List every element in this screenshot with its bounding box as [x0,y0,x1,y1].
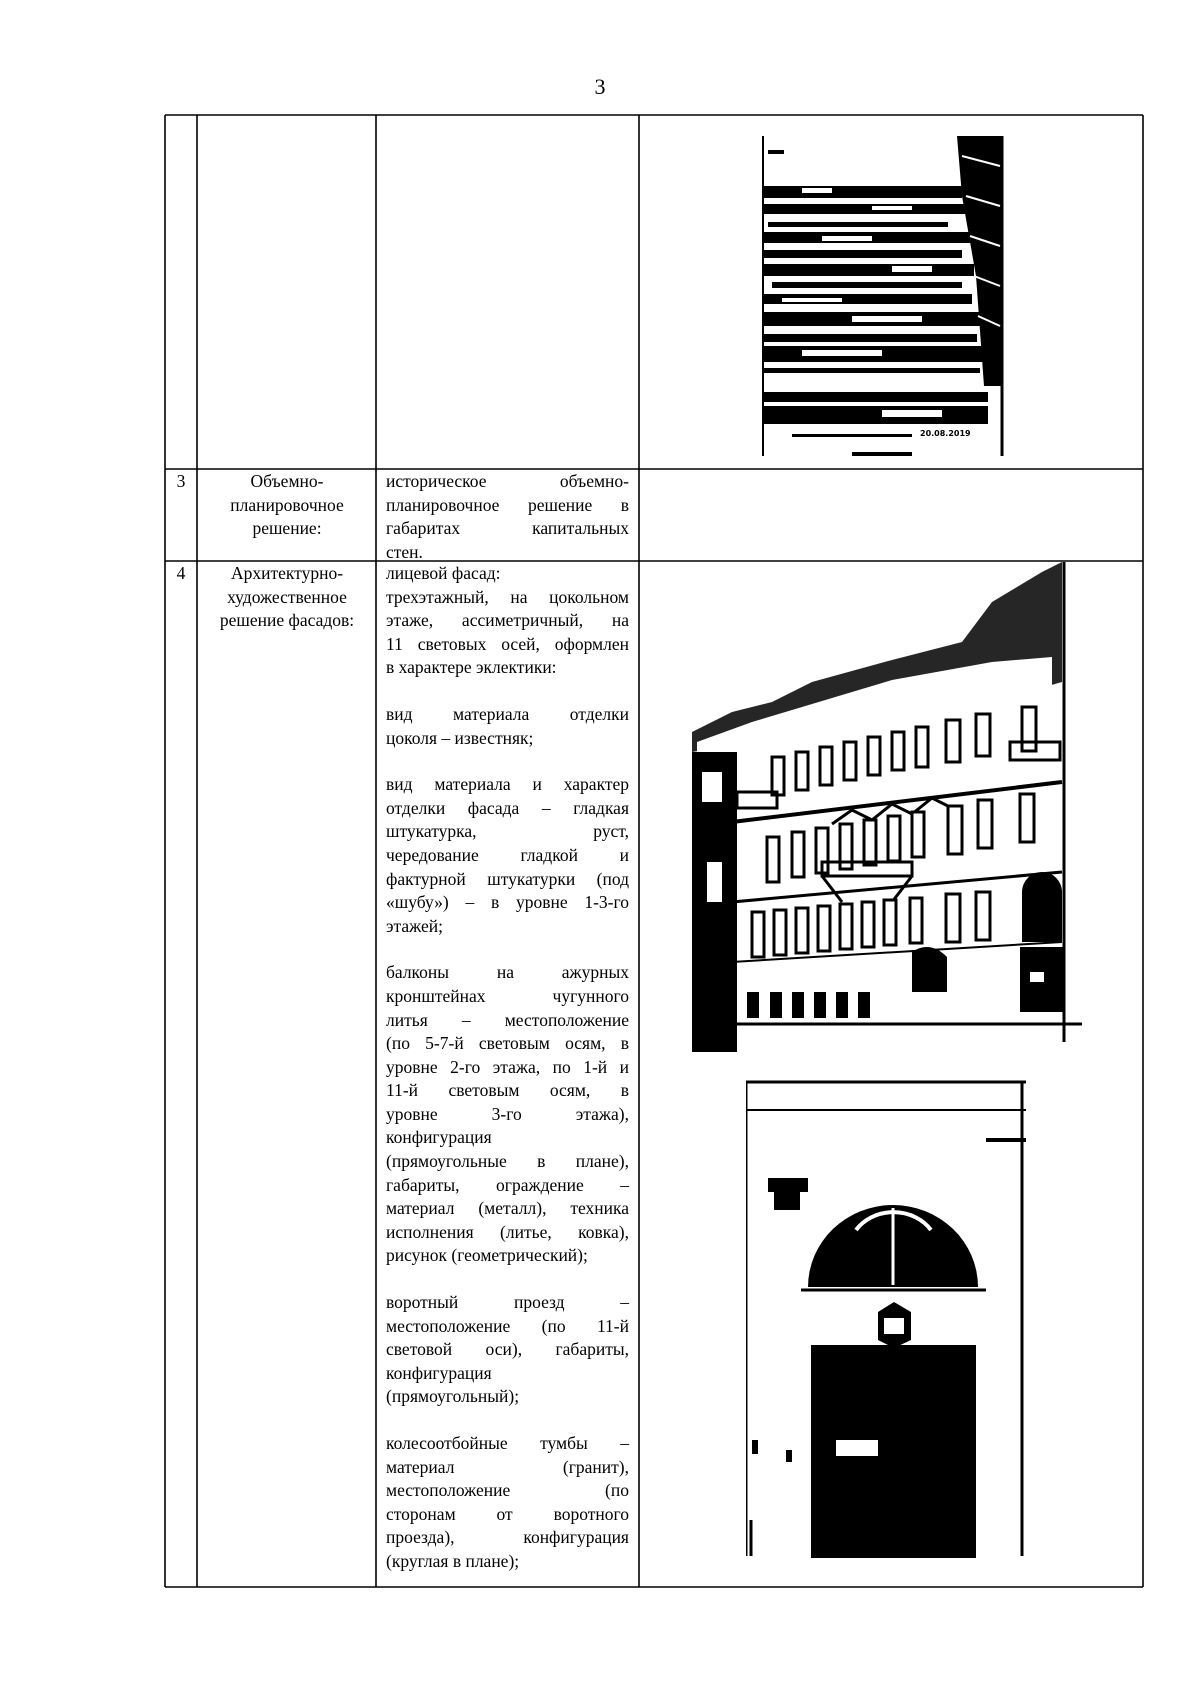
desc-line: (прямоугольные в плане), [386,1151,629,1172]
desc-line: исполнения (литье, ковка), [386,1221,629,1242]
desc-line: в характере эклектики: [386,657,557,678]
facade-description [386,562,629,1574]
desc-line: вид материала и характер [386,774,629,795]
desc-line: стен. [386,541,423,562]
desc-line: габаритах капитальных [386,518,629,539]
gate-arch-photo [746,1080,1026,1558]
desc-line: «шубу») – в уровне 1-3-го [386,892,629,913]
desc-line: этажей; [386,915,443,936]
desc-line: воротный проезд – [386,1292,629,1313]
desc-line: вид материала отделки [386,703,629,724]
desc-line: 11 световых осей, оформлен [386,633,629,654]
desc-line: материал (гранит), [386,1456,629,1477]
building-facade-photo [692,562,1082,1052]
svg-text:20.08.2019: 20.08.2019 [920,429,971,438]
desc-line: фактурной штукатурки (под [386,868,629,889]
desc-line: сторонам от воротного [386,1503,629,1524]
paragraph-plinth [386,703,629,750]
paragraph-gateway [386,1291,629,1409]
row-name [198,470,376,541]
desc-line: отделки фасада – гладкая [386,797,629,818]
desc-line: уровне 2-го этажа, по 1-й и [386,1056,629,1077]
desc-line: штукатурка, руст, [386,821,629,842]
desc-line: 11-й световым осям, в [386,1080,629,1101]
desc-line: рисунок (геометрический); [386,1245,588,1266]
paragraph-plaster [386,773,629,938]
desc-line: планировочное решение в [386,494,629,515]
row-name-line: решение фасадов: [219,610,355,631]
desc-line: колесоотбойные тумбы – [386,1433,629,1453]
row-name-line: Объемно- [250,471,324,491]
desc-line: (круглая в плане); [386,1550,520,1571]
desc-line: (прямоугольный); [386,1386,520,1407]
paragraph-balconies [386,961,629,1268]
desc-line: конфигурация [386,1127,492,1148]
desc-line: историческое объемно- [386,471,629,491]
desc-line: литья – местоположение [386,1009,629,1030]
paragraph-bollards [386,1432,629,1574]
desc-line: габариты, ограждение – [386,1174,629,1195]
row-name [198,562,376,633]
row-number: 4 [176,563,186,583]
desc-line: балконы на ажурных [386,962,629,983]
page-number: 3 [594,74,606,99]
desc-line: проезда), конфигурация [386,1527,629,1548]
desc-line: кронштейнах чугунного [386,985,629,1006]
row-name-line: планировочное [230,494,344,515]
desc-line: местоположение (по [386,1480,629,1501]
desc-line: местоположение (по 11-й [386,1315,629,1336]
desc-line: материал (металл), техника [386,1198,629,1219]
desc-line: (по 5-7-й световым осям, в [386,1033,629,1054]
row-name-line: решение: [252,518,322,539]
desc-line: цоколя – известняк; [386,727,534,748]
desc-line: чередование гладкой и [386,844,629,865]
paragraph-facade [386,562,629,680]
desc-line: конфигурация [386,1362,492,1383]
row-name-line: художественное [227,586,347,607]
desc-line: лицевой фасад: [386,563,501,583]
stairs-photo [762,136,1012,466]
row-description [386,470,629,564]
row-number: 3 [176,471,186,491]
desc-line: трехэтажный, на цокольном [386,586,629,607]
row-name-line: Архитектурно- [230,563,344,583]
desc-line: уровне 3-го этажа), [386,1103,629,1124]
desc-line: этаже, ассиметричный, на [386,610,629,631]
desc-line: световой оси), габариты, [386,1339,629,1360]
